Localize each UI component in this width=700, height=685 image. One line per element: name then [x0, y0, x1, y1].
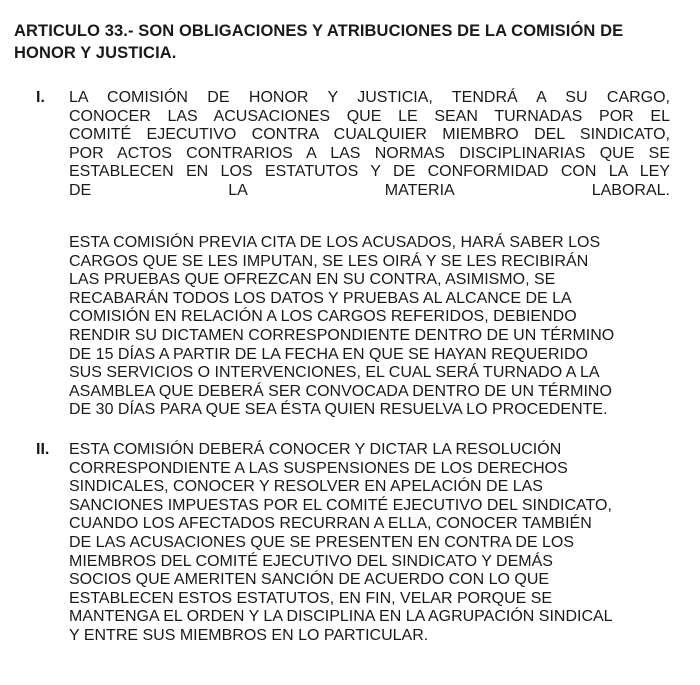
- heading-line: HONOR Y JUSTICIA.: [14, 44, 177, 62]
- text-line: SUS SERVICIOS O INTERVENCIONES, EL CUAL SERÁ TURNADO A LA: [69, 364, 600, 382]
- text-line: ESTABLECEN ESTOS ESTATUTOS, EN FIN, VELAR PORQUE SE: [69, 589, 553, 607]
- text-line: CONOCER LAS ACUSACIONES QUE LE SEAN TURNADAS POR EL: [69, 107, 670, 125]
- text-line: SOCIOS QUE AMERITEN SANCIÓN DE ACUERDO CON LO QUE: [69, 571, 550, 589]
- text-line: ESTA COMISIÓN DEBERÁ CONOCER Y DICTAR LA RESOLUCIÓN: [69, 441, 562, 458]
- text-line: MANTENGA EL ORDEN Y LA DISCIPLINA EN LA AGRUPACIÓN SINDICAL: [69, 608, 613, 626]
- text-line: CARGOS QUE SE LES IMPUTAN, SE LES OIRÁ Y SE LES RECIBIRÁN: [69, 252, 589, 270]
- spread-line: [69, 182, 670, 201]
- text-line: SANCIONES IMPUESTAS POR EL COMITÉ EJECUTIVO DEL SINDICATO,: [69, 496, 612, 514]
- article-heading: [14, 20, 674, 64]
- text-line: MIEMBROS DEL COMITÉ EJECUTIVO DEL SINDICATO Y DEMÁS: [69, 552, 553, 570]
- text-line: LAS PRUEBAS QUE OFREZCAN EN SU CONTRA, ASIMISMO, SE: [69, 271, 556, 289]
- text-line: SINDICALES, CONOCER Y RESOLVER EN APELACIÓN DE LAS: [69, 478, 543, 496]
- text-line: RENDIR SU DICTAMEN CORRESPONDIENTE DENTRO DE UN TÉRMINO: [69, 326, 615, 344]
- paragraph-3: [69, 441, 670, 646]
- text-line: POR ACTOS CONTRARIOS A LAS NORMAS DISCIPLINARIAS QUE SE: [69, 144, 670, 162]
- text-line: COMITÉ EJECUTIVO CONTRA CUALQUIER MIEMBRO DEL SINDICATO,: [69, 126, 670, 144]
- word: LA: [228, 181, 248, 199]
- text-line: LA COMISIÓN DE HONOR Y JUSTICIA, TENDRÁ A SU CARGO,: [69, 89, 670, 106]
- roman-numeral: I.: [36, 89, 45, 106]
- text-line: DE 30 DÍAS PARA QUE SEA ÉSTA QUIEN RESUELVA LO PROCEDENTE.: [69, 401, 608, 419]
- word: MATERIA: [384, 181, 455, 199]
- word: DE: [69, 181, 92, 199]
- text-line: Y ENTRE SUS MIEMBROS EN LO PARTICULAR.: [69, 626, 429, 644]
- paragraph-1: [69, 89, 670, 201]
- paragraph-2: [69, 234, 670, 420]
- text-line: DE LAS ACUSACIONES QUE SE PRESENTEN EN CONTRA DE LOS: [69, 533, 575, 551]
- text-line: DE 15 DÍAS A PARTIR DE LA FECHA EN QUE SE HAYAN REQUERIDO: [69, 345, 588, 363]
- roman-numeral: II.: [36, 441, 50, 458]
- word: LABORAL.: [591, 181, 670, 199]
- text-line: RECABARÁN TODOS LOS DATOS Y PRUEBAS AL ALCANCE DE LA: [69, 289, 572, 307]
- text-line: ESTA COMISIÓN PREVIA CITA DE LOS ACUSADOS, HARÁ SABER LOS: [69, 234, 601, 251]
- text-line: CUANDO LOS AFECTADOS RECURRAN A ELLA, CONOCER TAMBIÉN: [69, 515, 592, 533]
- text-line: ESTABLECEN EN LOS ESTATUTOS Y DE CONFORMIDAD CON LA LEY: [69, 163, 670, 181]
- text-line: ASAMBLEA QUE DEBERÁ SER CONVOCADA DENTRO DE UN TÉRMINO: [69, 382, 612, 400]
- heading-line: ARTICULO 33.- SON OBLIGACIONES Y ATRIBUCIONES DE LA COMISIÓN DE: [14, 22, 624, 40]
- text-line: COMISIÓN EN RELACIÓN A LOS CARGOS REFERIDOS, DEBIENDO: [69, 308, 577, 326]
- text-line: CORRESPONDIENTE A LAS SUSPENSIONES DE LOS DERECHOS: [69, 459, 568, 477]
